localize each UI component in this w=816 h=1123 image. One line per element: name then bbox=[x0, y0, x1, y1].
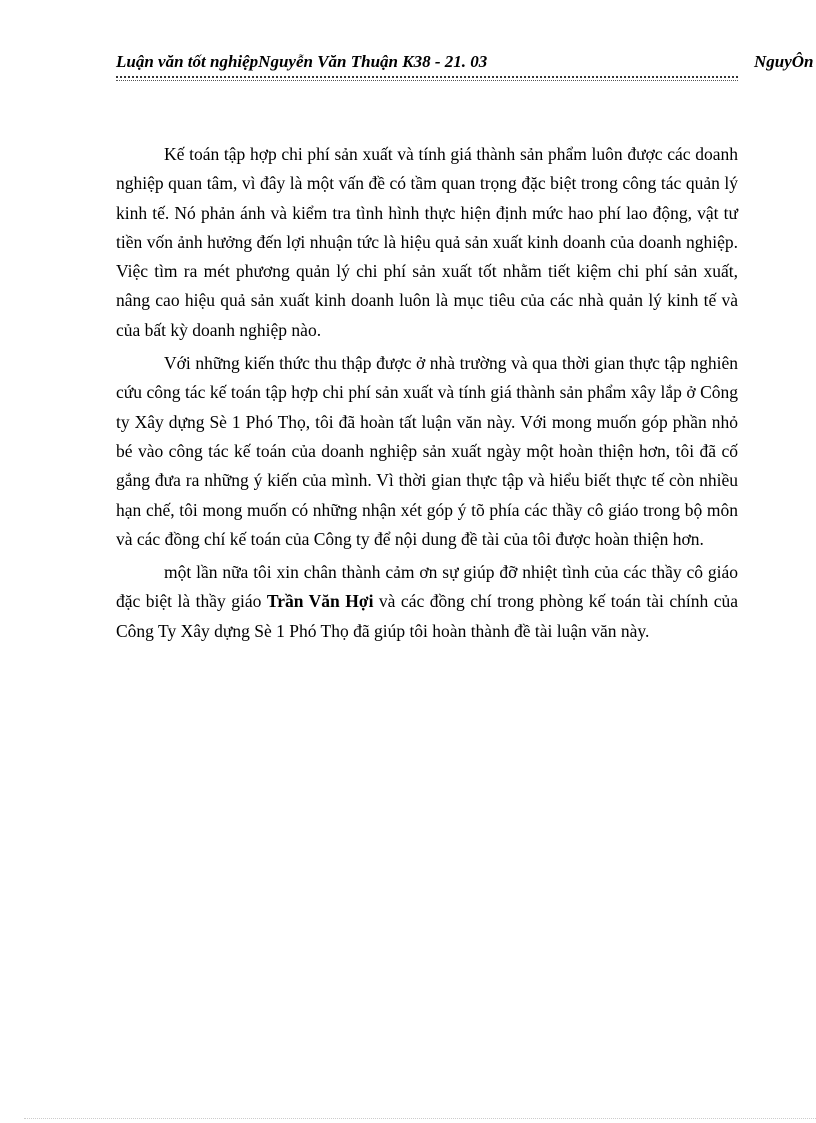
document-body bbox=[116, 140, 738, 650]
header-title: Luận văn tốt nghiệpNguyễn Văn Thuận K38 - 21. 03 bbox=[116, 52, 488, 71]
header-divider-secondary bbox=[116, 80, 738, 81]
page-header bbox=[116, 52, 816, 82]
paragraph-thesis-context: Với những kiến thức thu thập được ở nhà trường và qua thời gian thực tập nghiên cứu công tác kế toán tập hợp chi phí sản xuất và tính giá thành sản phẩm xây lắp ở Công ty Xây dựng Sè 1 Phó Thọ, tôi đã hoàn tất luận văn này. Với mong muốn góp phần nhỏ bé vào công tác kế toán của doanh nghiệp sản xuất ngày một hoàn thiện hơn, tôi đã cố gắng đưa ra những ý kiến của mình. Vì thời gian thực tập và hiểu biết thực tế còn nhiều hạn chế, tôi mong muốn có những nhận xét góp ý tõ phía các thầy cô giáo trong bộ môn và các đồng chí kế toán của Công ty để nội dung đề tài của tôi được hoàn thiện hơn. bbox=[116, 353, 738, 549]
header-divider bbox=[116, 76, 738, 78]
footer-divider bbox=[24, 1118, 816, 1119]
header-author-truncated: NguyÔn bbox=[754, 52, 814, 71]
acknowledgement-text-end: và các đồng chí trong phòng kế toán tài chính của Công Ty Xây dựng Sè 1 Phó Thọ đã giúp tôi hoàn thành đề tài luận văn này. bbox=[116, 591, 738, 641]
advisor-name: Trần Văn Hợi bbox=[266, 591, 374, 612]
paragraph-accounting-importance: Kế toán tập hợp chi phí sản xuất và tính giá thành sản phẩm luôn được các doanh nghiệp quan tâm, vì đây là một vấn đề có tầm quan trọng đặc biệt trong công tác quản lý kinh tế. Nó phản ánh và kiểm tra tình hình thực hiện định mức hao phí lao động, vật tư tiền vốn ảnh hưởng đến lợi nhuận tức là hiệu quả sản xuất kinh doanh của doanh nghiệp. Việc tìm ra mét phương quản lý chi phí sản xuất tốt nhằm tiết kiệm chi phí sản xuất, nâng cao hiệu quả sản xuất kinh doanh luôn là mục tiêu của các nhà quản lý kinh tế và của bất kỳ doanh nghiệp nào. bbox=[116, 144, 738, 340]
paragraph-acknowledgement bbox=[116, 558, 738, 646]
acknowledgement-text-start: một lần nữa tôi xin chân thành cảm ơn sự giúp đỡ nhiệt tình của các thầy cô giáo đặc biệt là thầy giáo bbox=[116, 562, 738, 612]
